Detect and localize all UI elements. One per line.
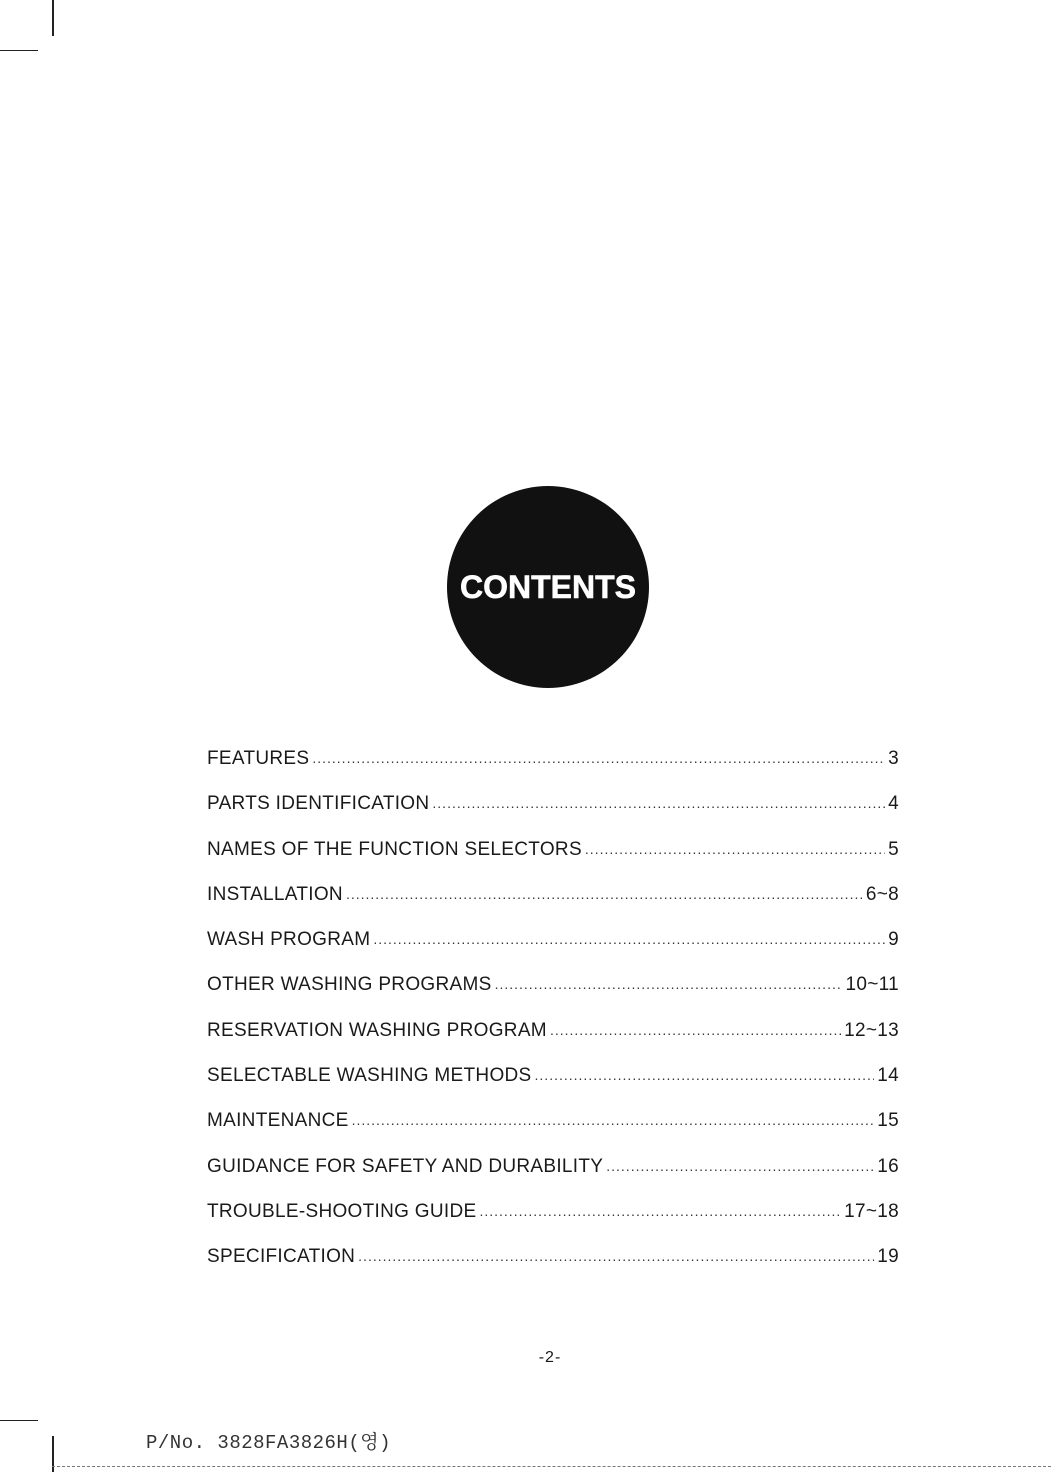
toc-entry-page: 10~11 [845,974,899,996]
toc-leader-dots [432,792,885,814]
toc-leader-dots [606,1155,874,1177]
toc-leader-dots [352,1109,875,1131]
crop-mark-top-horizontal [0,50,38,51]
toc-leader-dots [346,883,863,905]
crop-mark-top-vertical [52,0,54,36]
toc-entry-other-washing-programs[interactable] [207,974,899,1019]
contents-heading: CONTENTS [460,568,636,605]
toc-leader-dots [585,838,885,860]
toc-leader-dots [535,1064,875,1086]
toc-entry-page: 6~8 [865,883,899,905]
toc-leader-dots [550,1019,841,1041]
toc-entry-title: FEATURES [207,748,310,769]
toc-entry-specification[interactable] [207,1246,899,1291]
toc-entry-page: 14 [877,1065,899,1087]
toc-entry-page: 5 [888,838,899,860]
toc-entry-reservation-washing-program[interactable] [207,1020,899,1065]
toc-entry-features[interactable] [207,748,899,793]
toc-entry-title: MAINTENANCE [207,1110,349,1132]
toc-entry-title: SPECIFICATION [207,1246,356,1268]
toc-entry-guidance-safety-durability[interactable] [207,1156,899,1201]
toc-leader-dots [373,928,885,950]
crop-mark-bottom-horizontal [0,1420,38,1421]
toc-entry-page: 9 [888,929,899,951]
part-number: P/No. 3828FA3826H(영) [146,1432,391,1454]
toc-entry-title: NAMES OF THE FUNCTION SELECTORS [207,838,582,860]
contents-badge [447,486,649,688]
toc-entry-function-selectors[interactable] [207,839,899,884]
toc-entry-page: 3 [888,748,899,769]
toc-entry-trouble-shooting-guide[interactable] [207,1201,899,1246]
toc-entry-page: 19 [877,1246,899,1268]
toc-entry-parts-identification[interactable] [207,793,899,838]
toc-leader-dots [479,1200,841,1222]
toc-entry-title: RESERVATION WASHING PROGRAM [207,1019,547,1041]
toc-entry-title: INSTALLATION [207,883,343,905]
toc-entry-installation[interactable] [207,884,899,929]
toc-entry-title: WASH PROGRAM [207,929,371,951]
toc-entry-wash-program[interactable] [207,929,899,974]
toc-entry-title: OTHER WASHING PROGRAMS [207,974,492,996]
toc-entry-page: 4 [888,793,899,815]
table-of-contents [207,748,899,1292]
toc-entry-title: GUIDANCE FOR SAFETY AND DURABILITY [207,1155,604,1177]
toc-leader-dots [495,973,843,995]
toc-entry-title: TROUBLE-SHOOTING GUIDE [207,1200,477,1222]
toc-entry-title: PARTS IDENTIFICATION [207,793,430,815]
toc-entry-page: 17~18 [844,1200,899,1222]
page-number: -2- [538,1349,562,1366]
toc-leader-dots [312,747,885,769]
toc-leader-dots [358,1245,874,1267]
toc-entry-maintenance[interactable] [207,1110,899,1155]
toc-entry-page: 12~13 [844,1019,899,1041]
bottom-trim-line [52,1466,1051,1468]
toc-entry-selectable-washing-methods[interactable] [207,1065,899,1110]
toc-entry-page: 15 [877,1110,899,1132]
toc-entry-title: SELECTABLE WASHING METHODS [207,1065,532,1087]
toc-entry-page: 16 [877,1155,899,1177]
